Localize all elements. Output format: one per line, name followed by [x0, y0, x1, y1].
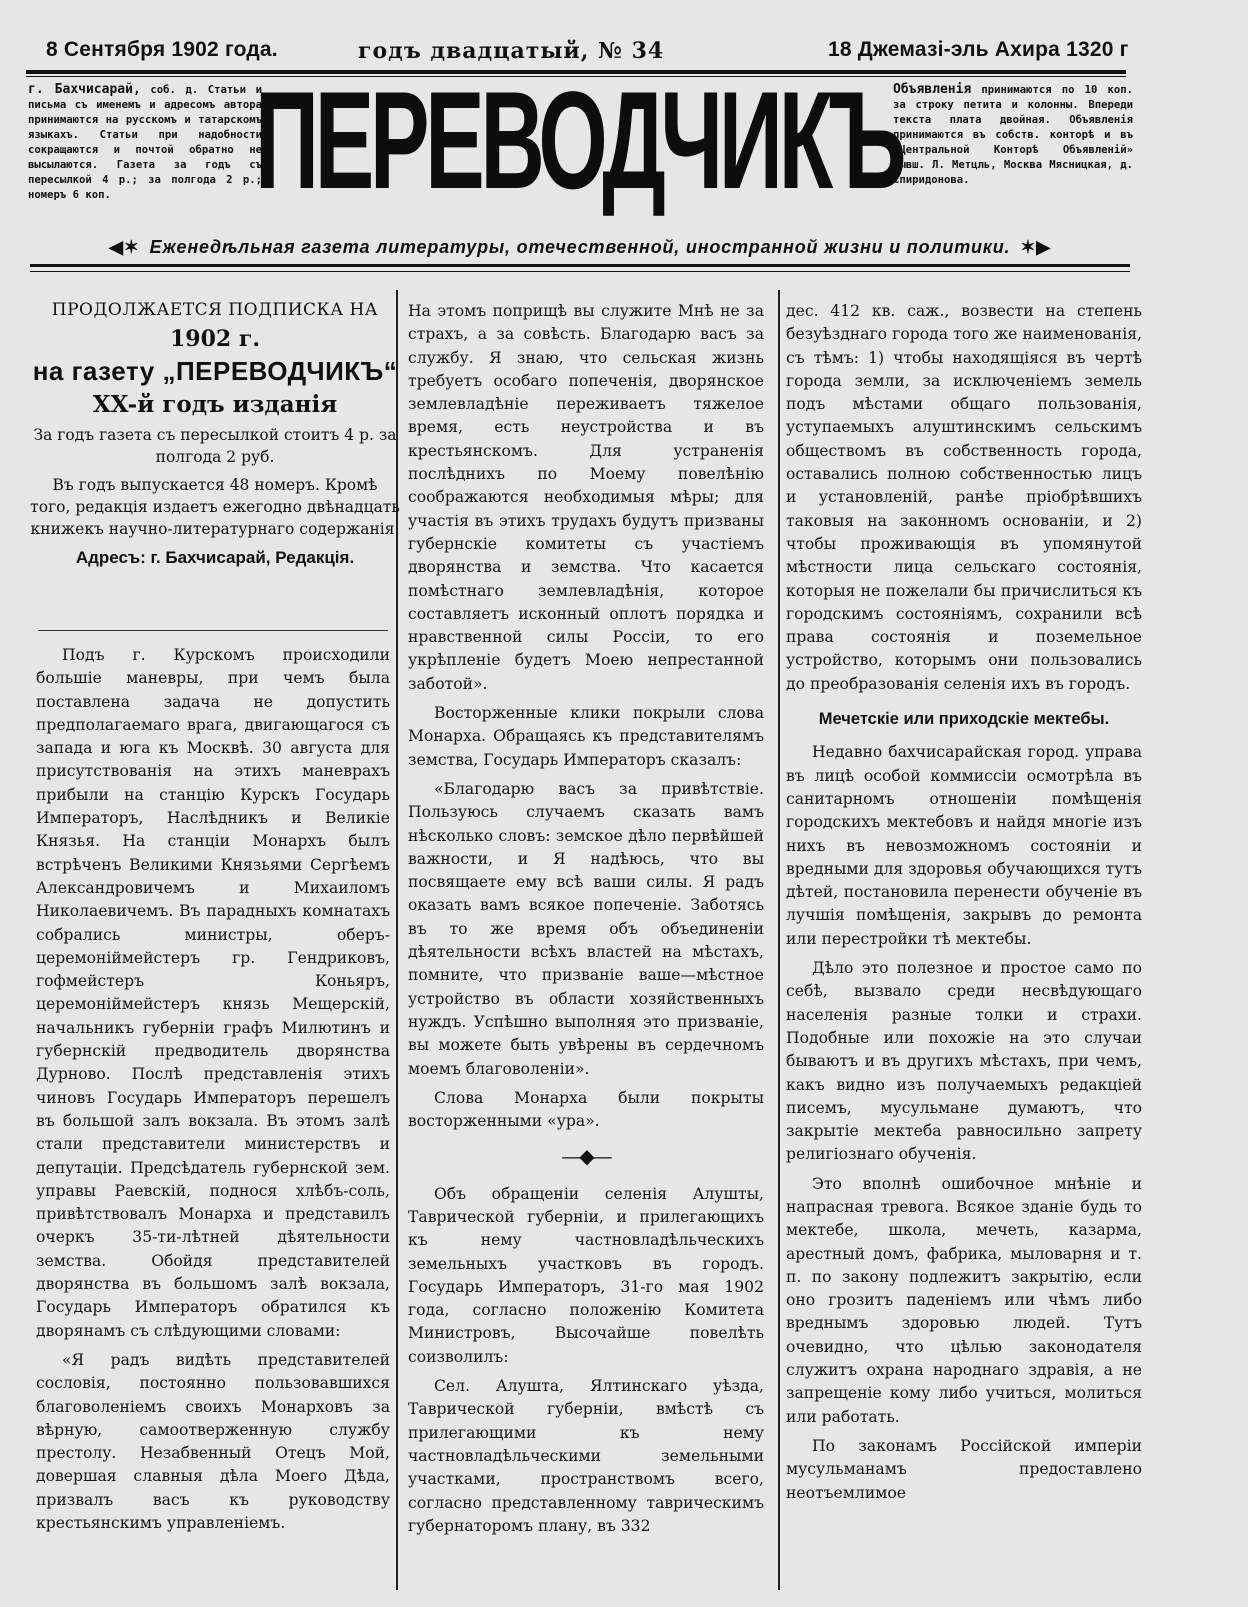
- advertising-notice-text: принимаются по 10 коп. за строку петита и колонны. Впереди текста плата двойная. Объявленія принимаются въ собств. конторѣ и въ «Центральной Конторѣ Объявленій» бывш. Л. Метцль, Москва Мясницкая, д. Спиридонова.: [893, 84, 1133, 186]
- subscription-rule: [38, 630, 388, 631]
- subtitle-rule-thin: [30, 271, 1130, 272]
- subscription-address: Адресъ: г. Бахчисарай, Редакція.: [75, 548, 355, 567]
- paragraph: Это вполнѣ ошибочное мнѣніе и напрасная тревога. Всякое зданіе будь то мектебе, школа, мечеть, казарма, арестный домъ, фабрика, мыловарня и т. п. по закону подлежитъ закрытію, если оно грозитъ паденіемъ или чѣмъ либо вреднымъ здоровью людей. Тутъ очевидно, что цѣлью законодателя служитъ охрана народнаго здравія, а не запрещеніе кому либо учиться, молиться или работать.: [786, 1174, 1142, 1426]
- subscription-paper-name: на газету „ПЕРЕВОДЧИКЪ“: [32, 356, 398, 386]
- subtitle-rule: [30, 264, 1130, 267]
- date-gregorian: 8 Сентября 1902 года.: [46, 38, 278, 61]
- subscription-notice: [30, 296, 400, 568]
- paragraph: Восторженные клики покрыли слова Монарха. Обращаясь къ представителямъ земства, Государь Императоръ сказалъ:: [408, 704, 764, 769]
- newspaper-title: ПЕРЕВОДЧИКЪ: [254, 63, 902, 219]
- paragraph: Недавно бахчисарайская город. управа въ лицѣ особой коммиссіи осмотрѣла въ санитарномъ отношеніи помѣщенія городскихъ мектебовъ и найдя многіе изъ нихъ въ невозможномъ состояніи и вредными для здоровья обучающихся тутъ дѣтей, постановила перенести обученіе въ лучшія помѣщенія, закрывъ до ремонта или перестройки тѣ мектебы.: [786, 743, 1142, 948]
- column-3-article: [786, 300, 1142, 1511]
- subtitle-banner: [30, 232, 1130, 262]
- editorial-notice: [28, 82, 262, 203]
- masthead: [254, 63, 902, 219]
- editorial-notice-lead: г. Бахчисарай,: [28, 82, 141, 97]
- paragraph: Слова Монарха были покрыты восторженными «ура».: [408, 1088, 764, 1131]
- editorial-notice-text: соб. д. Статьи и письма съ именемъ и адресомъ автора принимаются на русскомъ и татарскомъ языкахъ. Статьи при надобности сокращаются и почтой обратно не высылаются. Газета за годъ съ пересылкой 4 р.; за полгода 2 р.; номеръ 6 коп.: [28, 84, 262, 201]
- paragraph: На этомъ поприщѣ вы служите Мнѣ не за страхъ, а за совѣсть. Благодарю васъ за службу. Я знаю, что сельская жизнь требуетъ особаго попеченія, дворянское землевладѣніе переживаетъ тяжелое время, есть неустройства и въ крестьянскомъ. Для устраненія послѣднихъ по Моему повелѣнію соображаются необходимыя мѣры; для участія въ этихъ трудахъ будутъ призваны губернскіе комитеты съ участіемъ дворянства и земства. Что касается помѣстнаго землевладѣнія, которое составляетъ исконный оплотъ порядка и нравственной силы Россіи, то его укрѣпленіе будетъ Моею непрестанной заботой».: [408, 302, 764, 693]
- subscription-heading: ПРОДОЛЖАЕТСЯ ПОДПИСКА НА: [51, 300, 379, 320]
- paragraph: Подъ г. Курскомъ происходили большіе маневры, при чемъ была поставлена задача не допустить предполагаемаго врага, двигающагося съ запада и юга къ Москвѣ. 30 августа для присутствованія на этихъ маневрахъ прибыли на станцію Курскъ Государь Императоръ, Наслѣдникъ и Великіе Князья. На станціи Монархъ былъ встрѣченъ Великими Князьями Сергѣемъ Александровичемъ и Михаиломъ Николаевичемъ. Въ парадныхъ комнатахъ собрались министры, оберъ-церемоніймейстеръ гр. Гендриковъ, гофмейстеръ Коньяръ, церемоніймейстеръ князь Мещерскій, начальникъ губерніи графъ Милютинъ и губернскій предводитель дворянства Дурново. Послѣ представленія этихъ чиновъ Государь Императоръ перешелъ въ большой залъ вокзала. Въ этомъ залѣ стали представители министерствъ и депутаціи. Предсѣдатель губернской зем. управы Раевскій, поднося хлѣбъ-соль, привѣтствовалъ Монарха и представилъ очеркъ 35-ти-лѣтней дѣятельности земства. Обойдя представителей дворянства въ большомъ залѣ вокзала, Государь Императоръ обратился къ дворянамъ съ слѣдующими словами:: [36, 646, 390, 1340]
- advertising-notice: [893, 82, 1133, 188]
- advertising-notice-lead: Объявленія: [893, 82, 972, 97]
- column-2-article: [408, 300, 764, 1544]
- section-divider-icon: —◆—: [561, 1144, 611, 1169]
- subscription-issues: Въ годъ выпускается 48 номеръ. Кромѣ того, редакція издаетъ ежегодно двѣнадцать книжекъ научно-литературнаго содержанія.: [30, 476, 400, 538]
- subscription-year: 1902 г.: [169, 326, 261, 352]
- column-divider-2: [778, 290, 780, 1590]
- paragraph: Дѣло это полезное и простое само по себѣ, вызвало среди несвѣдующаго населенія разные толки и страхи. Подобные или похожіе на это случаи бываютъ и въ другихъ мѣстахъ, при чемъ, какъ видно изъ получаемыхъ редакціей писемъ, мусульмане думаютъ, что закрытіе мектеба равносильно запрету религіознаго обученія.: [786, 959, 1142, 1164]
- subtitle-text: Еженедѣльная газета литературы, отечественной, иностранной жизни и политики.: [149, 236, 1011, 257]
- paragraph: Объ обращеніи селенія Алушты, Таврической губерніи, и прилегающихъ къ нему частновладѣльческихъ земельныхъ участковъ въ городъ. Государь Императоръ, 31-го мая 1902 года, согласно положенію Комитета Министровъ, Высочайше повелѣть соизволилъ:: [408, 1184, 764, 1366]
- paragraph: «Я радъ видѣть представителей сословія, постоянно пользовавшихся благоволеніемъ своихъ Монарховъ за вѣрную, самоотверженную службу престолу. Незабвенный Отецъ Мой, довершая славныя дѣла Моего Дѣда, призвалъ васъ къ руководству крестьянскимъ управленіемъ.: [36, 1350, 390, 1532]
- article-heading: Мечетскіе или приходскіе мектебы.: [818, 710, 1110, 729]
- ornament-left-icon: ◀✶: [109, 236, 140, 257]
- paragraph: Сел. Алушта, Ялтинскаго уѣзда, Таврической губерніи, вмѣстѣ съ прилегающими къ нему частновладѣльческими земельными участками, пространствомъ всего, согласно представленному таврическимъ губернаторомъ плану, въ 332: [408, 1377, 764, 1535]
- subscription-price: За годъ газета съ пересылкой стоитъ 4 р. за полгода 2 руб.: [33, 426, 397, 466]
- ornament-right-icon: ✶▶: [1020, 236, 1051, 257]
- year-and-issue-number: годъ двадцатый, № 34: [358, 38, 665, 64]
- paragraph: дес. 412 кв. саж., возвести на степень безуѣзднаго города того же наименованія, съ тѣмъ: 1) чтобы находящіяся въ чертѣ города земли, за исключеніемъ земель подъ мѣстами общаго пользованія, уступаемыхъ алуштинскимъ сельскимъ обществомъ въ собственность города, оставались полною собственностью лицъ и установленій, ранѣе пріобрѣвшихъ таковыя на законномъ основаніи, и 2) чтобы проживающія въ упомянутой мѣстности лица сельскаго состоянія, которыя не пожелали бы причислиться къ городскимъ состояніямъ, сохранили всѣ права состоянія и поземельное устройство, которымъ они пользовались до преобразованія селенія ихъ въ городъ.: [786, 302, 1142, 693]
- paragraph: По законамъ Россійской имперіи мусульманамъ предоставлено неотъемлимое: [786, 1436, 1142, 1502]
- date-hijri: 18 Джемазі-эль Ахира 1320 г: [828, 38, 1129, 61]
- subscription-edition: XX-й годъ изданія: [92, 391, 338, 418]
- column-1-article: [36, 644, 390, 1541]
- paragraph: «Благодарю васъ за привѣтствіе. Пользуюсь случаемъ сказать вамъ нѣсколько словъ: земское дѣло первѣйшей важности, и Я надѣюсь, что вы посвящаете ему всѣ ваши силы. Я радъ оказать вамъ всякое попеченіе. Заботясь въ то же время объ объединеніи дѣятельности всѣхъ властей на мѣстахъ, помните, что призваніе ваше—мѣстное устройство въ области хозяйственныхъ нуждъ. Успѣшно выполняя это призваніе, вы можете быть увѣрены въ сердечномъ моемъ благоволеніи».: [408, 779, 764, 1078]
